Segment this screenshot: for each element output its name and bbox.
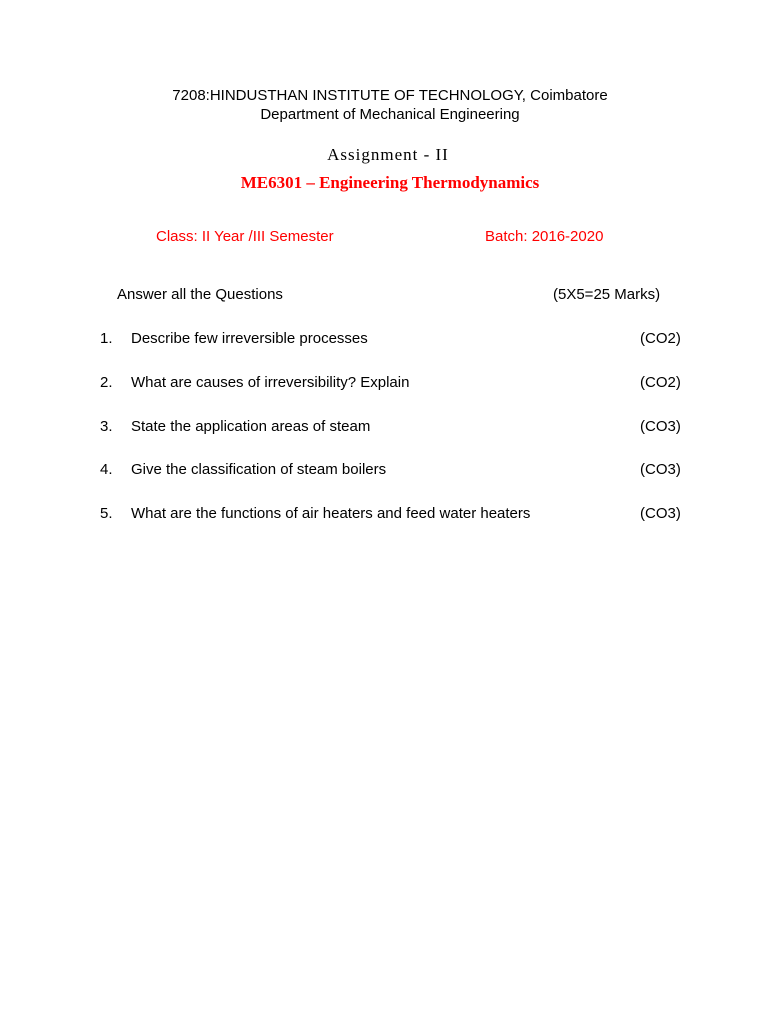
course-outcome-tag: (CO3) xyxy=(640,505,681,522)
question-number: 5. xyxy=(100,505,113,522)
class-label: Class: II Year /III Semester xyxy=(156,228,334,245)
course-title: ME6301 – Engineering Thermodynamics xyxy=(240,173,540,192)
course-outcome-tag: (CO2) xyxy=(640,330,681,347)
course-outcome-tag: (CO2) xyxy=(640,374,681,391)
marks-label: (5X5=25 Marks) xyxy=(553,286,661,303)
question-number: 1. xyxy=(100,330,113,347)
batch-label: Batch: 2016-2020 xyxy=(485,228,604,245)
question-number: 2. xyxy=(100,374,113,391)
question-text: State the application areas of steam xyxy=(131,418,371,435)
question-text: What are the functions of air heaters and feed water heaters xyxy=(131,505,531,522)
question-text: What are causes of irreversibility? Explain xyxy=(131,374,410,391)
assignment-title: Assignment - II xyxy=(327,145,449,164)
course-outcome-tag: (CO3) xyxy=(640,461,681,478)
department-name: Department of Mechanical Engineering xyxy=(260,106,520,123)
course-outcome-tag: (CO3) xyxy=(640,418,681,435)
question-number: 4. xyxy=(100,461,113,478)
question-text: Describe few irreversible processes xyxy=(131,330,368,347)
instructions-text: Answer all the Questions xyxy=(117,286,283,303)
institute-name: 7208:HINDUSTHAN INSTITUTE OF TECHNOLOGY, Coimbatore xyxy=(172,87,608,104)
question-text: Give the classification of steam boilers xyxy=(131,461,387,478)
question-number: 3. xyxy=(100,418,113,435)
